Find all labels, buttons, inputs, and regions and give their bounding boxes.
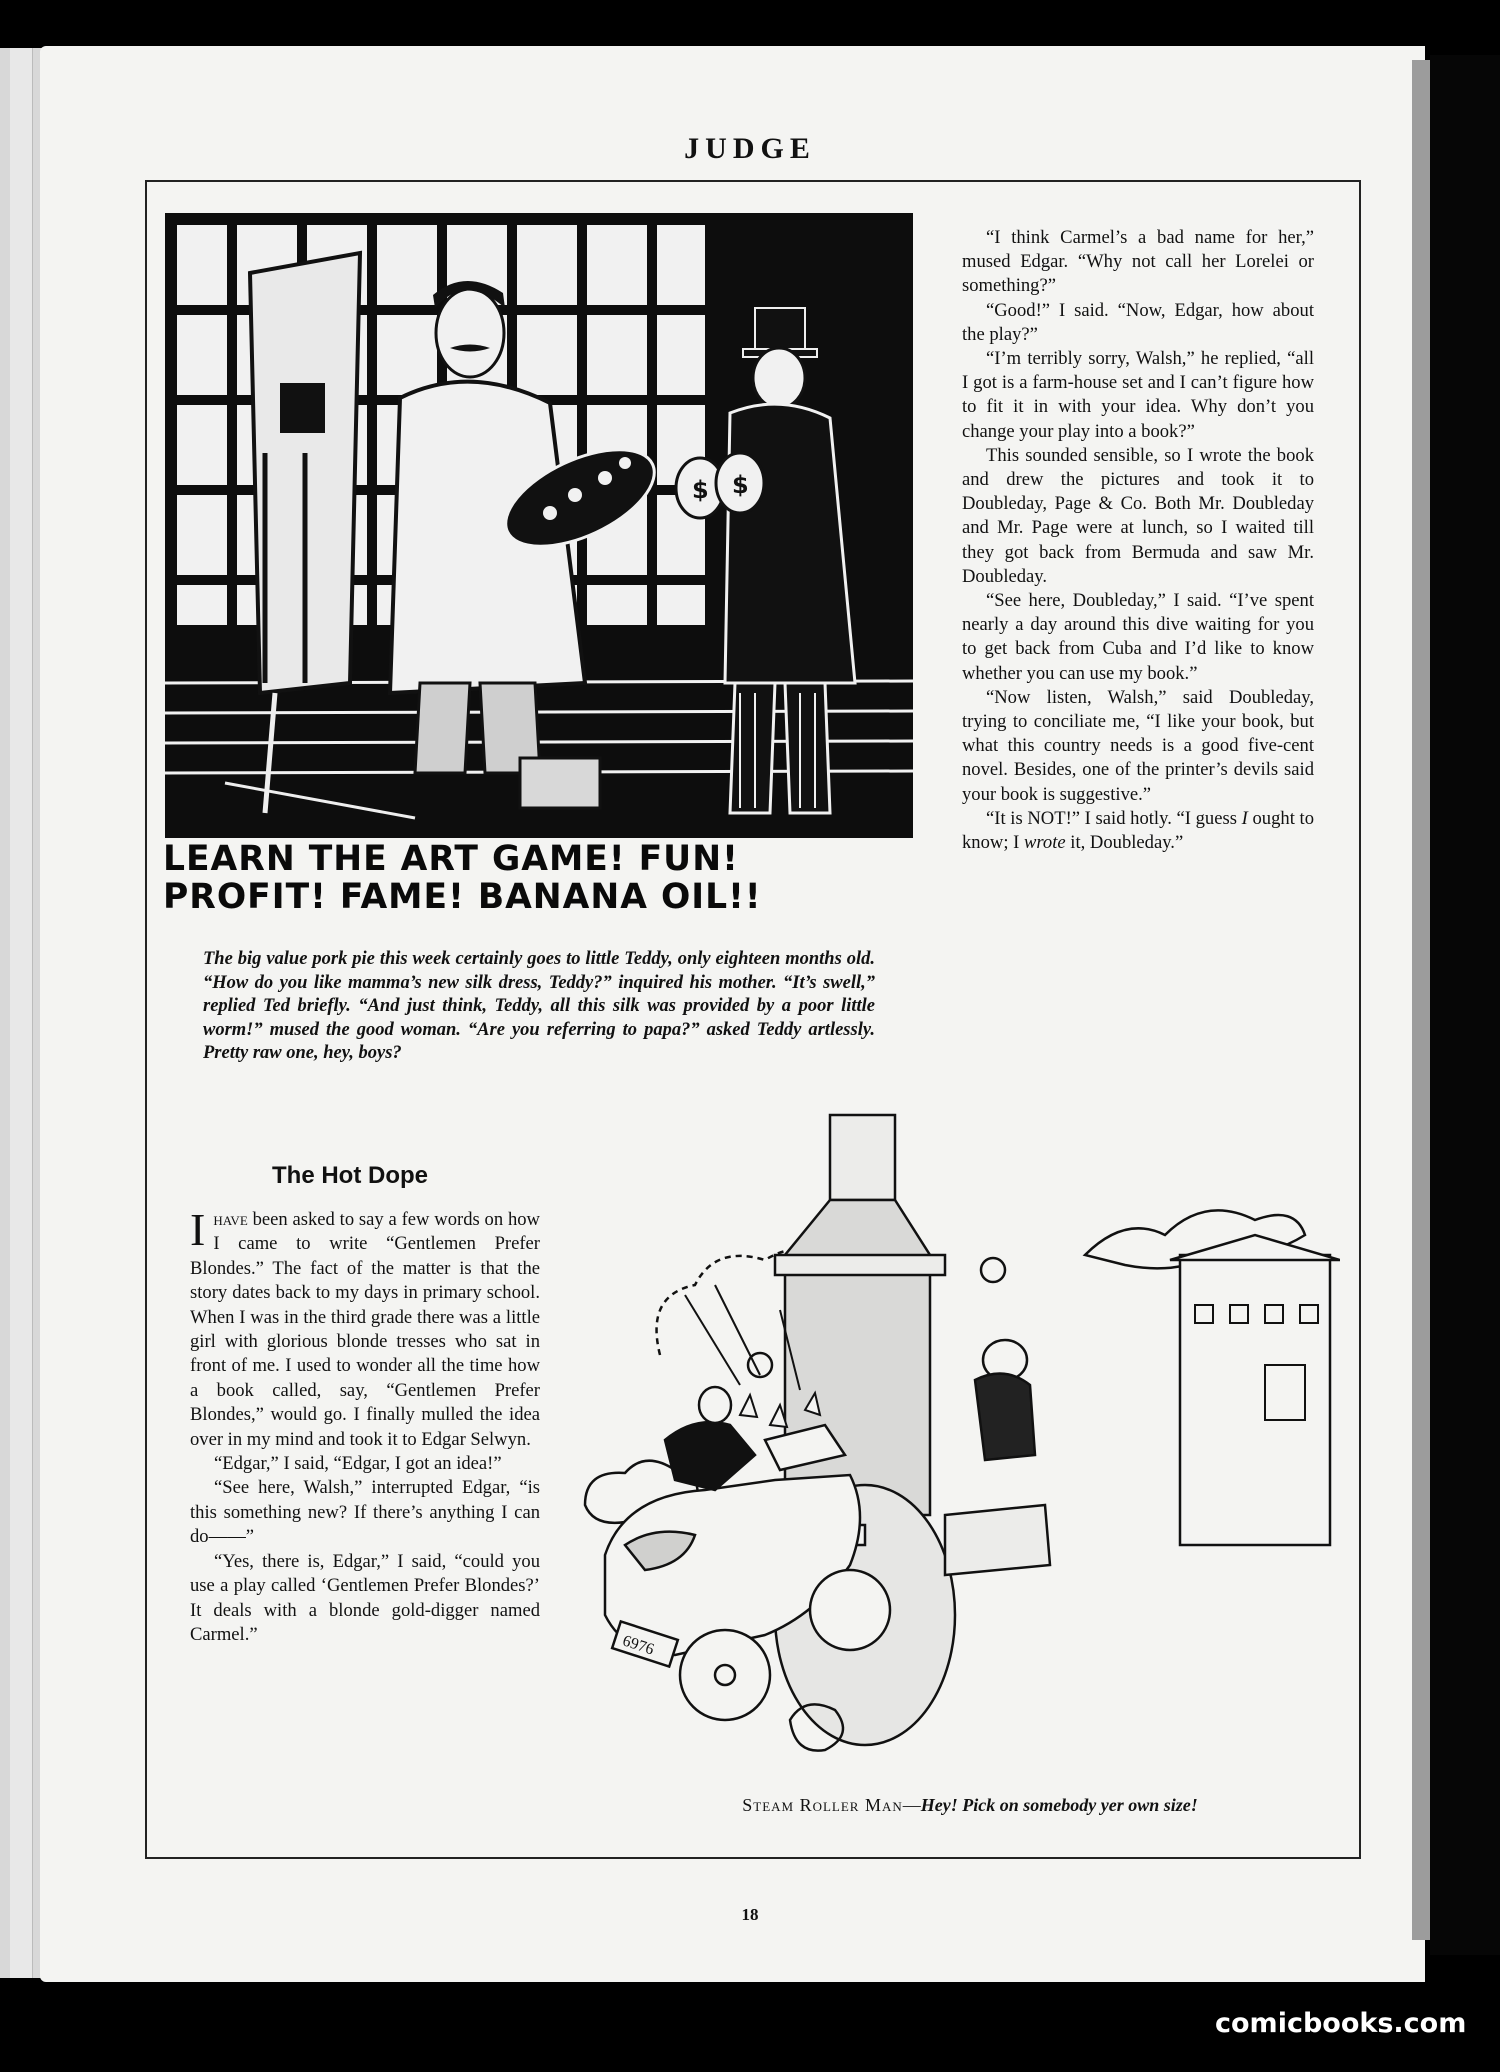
article-paragraph: “I think Carmel’s a bad name for her,” mused Edgar. “Why not call her Lorelei or something?” [962,227,1314,297]
article-left-column [190,1204,540,1647]
headline-line-2: PROFIT! FAME! BANANA OIL!! [163,877,762,917]
page-number: 18 [741,1905,759,1924]
caption-dash: — [902,1795,921,1815]
article-paragraph: This sounded sensible, so I wrote the book and drew the pictures and took it to Doubleday, Page & Co. Both Mr. Doubleday and Mr. Page were at lunch, so I waited till they got back from Bermuda and saw Mr. Doubleday. [962,444,1314,587]
drop-cap: I [190,1204,206,1255]
article-paragraph: “See here, Doubleday,” I said. “I’ve spent nearly a day around this dive waiting for you to get back from Cuba and I’d like to know whether you can use my book.” [962,590,1314,684]
steam-roller-caption [640,1795,1300,1816]
lead-smallcaps: have [213,1209,248,1230]
artist-cartoon [165,213,913,838]
svg-text:$: $ [692,476,709,504]
artist-cartoon-drawing [165,213,913,838]
article-paragraph-last: “It is NOT!” I said hotly. “I guess I ought to know; I wrote it, Doubleday.” [962,807,1314,854]
scan-right-border [1430,55,1500,1955]
article-paragraph: “Yes, there is, Edgar,” I said, “could you use a play called ‘Gentlemen Prefer Blondes?’ It deals with a blonde gold-digger named Carmel.” [190,1550,540,1645]
watermark: comicbooks.com [1215,2008,1467,2039]
headline-line-1: LEARN THE ART GAME! FUN! [163,839,739,879]
article-right-column [962,226,1314,855]
cartoon-joke-caption: The big value pork pie this week certainly goes to little Teddy, only eighteen months old. “How do you like mamma’s new silk dress, Teddy?” inquired his mother. “It’s swell,” replied Ted briefly. “And just think, Teddy, all this silk was provided by a poor little worm!” mused the good woman. “Are you referring to papa?” asked Teddy artlessly. Pretty raw one, hey, boys? [203,949,875,1064]
caption-speaker: Steam Roller Man [742,1795,903,1815]
article-paragraph: “Good!” I said. “Now, Edgar, how about the play?” [962,299,1314,345]
svg-text:$: $ [732,471,749,499]
article-paragraph: “See here, Walsh,” interrupted Edgar, “is this something new? If there’s anything I can do——” [190,1477,540,1548]
caption-quote: Hey! Pick on somebody yer own size! [920,1795,1198,1815]
article-paragraph: “Edgar,” I said, “Edgar, I got an idea!” [214,1453,502,1475]
steam-roller-cartoon [565,1095,1340,1800]
masthead: JUDGE [684,132,816,165]
article-title: The Hot Dope [272,1162,428,1189]
book-spine-edge [10,48,33,1978]
steam-roller-drawing [565,1095,1340,1800]
page-right-edge [1412,60,1430,1940]
article-paragraph-first: Ihave been asked to say a few words on how I came to write “Gentlemen Prefer Blondes.” The fact of the matter is that the story dates back to my days in primary school. When I was in the third grade there was a little girl with glorious blonde tresses who sat in front of me. I used to wonder all the time how a book called, say, “Gentlemen Prefer Blondes,” would go. I finally mulled the idea over in my mind and took it to Edgar Selwyn. [190,1204,540,1450]
article-paragraph: “Now listen, Walsh,” said Doubleday, trying to conciliate me, “I like your book, but what this country needs is a good five-cent novel. Besides, one of the printer’s devils said your book is suggestive.” [962,686,1314,805]
license-plate-text: 6976 [620,1632,657,1659]
cartoon-headline [163,840,923,916]
article-paragraph: “I’m terribly sorry, Walsh,” he replied, “all I got is a farm-house set and I can’t figure how to fit it in with your idea. Why don’t you change your play into a book?” [962,348,1314,442]
